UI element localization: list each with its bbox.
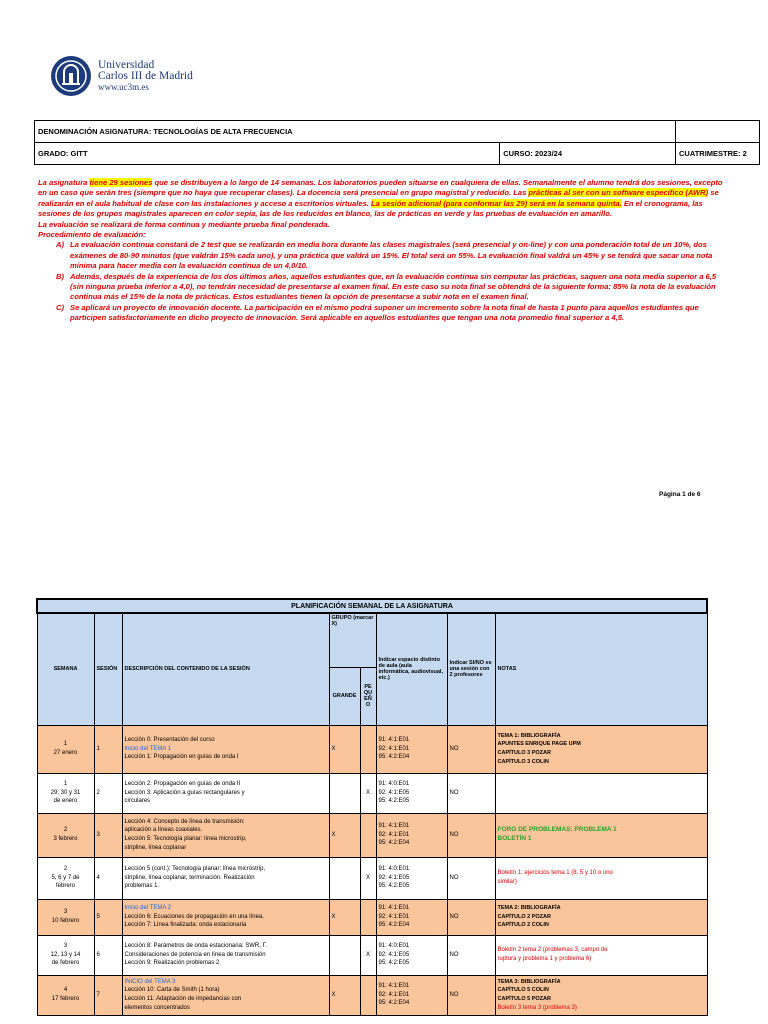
- logo-line-2: Carlos III de Madrid: [98, 69, 193, 82]
- cell-line: 4: [63, 987, 68, 994]
- cell-line: Consideraciones de potencia en línea de transmisión: [124, 951, 266, 958]
- notes-cell: [495, 813, 707, 857]
- academic-year: CURSO: 2023/24: [500, 143, 676, 165]
- cell-line: febrero: [55, 883, 75, 890]
- header-description: DESCRIPCIÓN DEL CONTENIDO DE LA SESIÓN: [122, 613, 329, 725]
- session-cell: 1: [94, 725, 122, 773]
- two-teachers-cell: NO: [447, 857, 495, 899]
- cell-line: CAPÍTULO 5 COLIN: [497, 987, 549, 994]
- cell-line: Lección 7: Línea finalizada: onda estacionaria: [124, 922, 247, 929]
- week-cell: [37, 773, 94, 813]
- cell-line: elementos concentrados: [124, 1004, 190, 1011]
- cell-line: 92: 4:1:E05: [378, 951, 410, 958]
- cell-line: CAPÍTULO 2 POZAR: [497, 913, 551, 920]
- header-two-teachers: Indicar SI/NO es una sesión con 2 profesores: [447, 613, 495, 725]
- large-group-cell: X: [329, 975, 360, 1015]
- cell-line: BOLETÍN 1: [497, 835, 532, 842]
- notes-cell: [495, 857, 707, 899]
- cell-line: Lección 9: Realización problemas 2: [124, 960, 220, 967]
- description-paragraph: [38, 178, 728, 220]
- evaluation-item: [56, 272, 728, 303]
- cell-line: 92: 4:1:E01: [378, 913, 410, 920]
- notes-cell: [495, 725, 707, 773]
- header-large-group: GRANDE: [329, 667, 360, 725]
- planning-title: PLANIFICACIÓN SEMANAL DE LA ASIGNATURA: [37, 599, 707, 613]
- evaluation-item: [56, 240, 728, 271]
- notes-cell: [495, 975, 707, 1015]
- table-row: [37, 813, 707, 857]
- space-cell: [376, 899, 447, 935]
- logo-line-1: Universidad: [98, 58, 155, 71]
- cell-line: 2: [63, 866, 68, 873]
- cell-line: 95: 4:2:E04: [378, 1000, 410, 1007]
- week-cell: [37, 935, 94, 975]
- two-teachers-cell: NO: [447, 975, 495, 1015]
- cell-line: FORO DE PROBLEMAS: PROBLEMA 1: [497, 826, 617, 834]
- space-cell: [376, 935, 447, 975]
- semester: CUATRIMESTRE: 2: [676, 143, 760, 165]
- highlighted-text: La sesión adicional (para conformar las 29) será en la semana quinta.: [371, 198, 622, 208]
- notes-cell: [495, 935, 707, 975]
- cell-line: 3 febrero: [53, 836, 78, 842]
- cell-line: 95: 4:2:E04: [378, 840, 410, 847]
- cell-line: de enero: [53, 798, 78, 805]
- cell-line: problemas 1.: [124, 883, 160, 890]
- cell-line: Lección 8: Parámetros de onda estacionaria: SWR, Γ.: [124, 943, 267, 950]
- list-item-text: Además, después de la experiencia de los dos últimos años, aquellos estudiantes que, en la evaluación continua sin computar las prácticas, saquen una nota media superior a 6,5 (sin ninguna prueba inferior a 4,0), no tendrán necesidad de presentarse al examen final. En este caso su nota final se obtendrá de la siguiente forma: 85% la nota de la evaluación continua más el 15% de la nota de prácticas. Estos estudiantes tienen la opción de presentarse a subir nota en el examen final.: [70, 271, 717, 302]
- text-run: En el cronograma, las sesiones de los grupos magistrales aparecen en color sepia, las de los reducidos en blanco, las de prácticas en verde y las pruebas de evaluación en amarillo.: [38, 198, 703, 219]
- cell-line: circulares: [124, 798, 151, 805]
- header-week: SEMANA: [37, 613, 94, 725]
- cell-line: 91: 4:1:E01: [378, 737, 410, 744]
- cell-line: Lección 1: Propagación en guías de onda I: [124, 754, 239, 761]
- large-group-cell: [329, 935, 360, 975]
- cell-line: Boletín 3 tema 3 (problema 3): [497, 1004, 577, 1011]
- header-notes: NOTAS: [495, 613, 707, 725]
- cell-line: Inicio del TEMA 2: [124, 905, 172, 912]
- large-group-cell: X: [329, 899, 360, 935]
- cell-line: 95: 4:2:E05: [378, 960, 410, 967]
- week-cell: [37, 857, 94, 899]
- session-cell: 4: [94, 857, 122, 899]
- table-row: [37, 773, 707, 813]
- description-cell: [122, 975, 329, 1015]
- large-group-cell: [329, 773, 360, 813]
- header-group: GRUPO (marcar X): [329, 613, 376, 667]
- cell-line: 12, 13 y 14: [50, 951, 81, 958]
- cell-line: similar): [497, 879, 517, 885]
- list-item-text: Se aplicará un proyecto de innovación docente. La participación en el mismo podrá suponer un incremento sobre la nota final de hasta 1 punto para aquellos estudiantes que participen satisfactoriamente en dicho proyecto de innovación. Será aplicable en aquellos estudiantes que tengan una nota promedio final superior a 4,5.: [70, 302, 699, 323]
- session-cell: 7: [94, 975, 122, 1015]
- description-cell: [122, 773, 329, 813]
- cell-line: TEMA 3: BIBLIOGRAFÍA: [497, 978, 561, 985]
- space-cell: [376, 725, 447, 773]
- university-seal-icon: [50, 55, 92, 97]
- highlighted-text: tiene 29 sesiones: [89, 178, 153, 187]
- cell-line: CAPÍTULO 5 POZAR: [497, 996, 551, 1002]
- university-logo: [50, 55, 193, 97]
- university-name: [98, 60, 193, 93]
- cell-line: 91: 4:0:E01: [378, 781, 410, 788]
- notes-cell: [495, 899, 707, 935]
- list-marker: C): [56, 302, 65, 312]
- session-cell: 3: [94, 813, 122, 857]
- cell-line: Inicio del TEMA 1: [124, 745, 172, 752]
- cell-line: CAPÍTULO 3 POZAR: [497, 750, 551, 756]
- description-cell: [122, 899, 329, 935]
- cell-line: TEMA 1: BIBLIOGRAFÍA: [497, 732, 561, 739]
- space-cell: [376, 773, 447, 813]
- two-teachers-cell: NO: [447, 813, 495, 857]
- week-cell: [37, 975, 94, 1015]
- space-cell: [376, 857, 447, 899]
- table-row: [37, 857, 707, 899]
- degree: GRADO: GITT: [35, 143, 500, 165]
- cell-line: 2: [63, 827, 68, 834]
- evaluation-procedure-heading: Procedimiento de evaluación:: [38, 230, 146, 240]
- cell-line: 91: 4:0:E01: [378, 866, 410, 873]
- course-name: DENOMINACIÓN ASIGNATURA: TECNOLOGÍAS DE ALTA FRECUENCIA: [35, 121, 676, 143]
- header-session: SESIÓN: [94, 613, 122, 725]
- cell-line: stripline, línea coplanar, terminación. Realización: [124, 874, 255, 881]
- cell-line: 95: 4:2:E05: [378, 883, 410, 890]
- notes-cell: [495, 773, 707, 813]
- description-cell: [122, 813, 329, 857]
- course-header-empty: [676, 121, 760, 143]
- cell-line: 1: [63, 741, 68, 748]
- logo-url: www.uc3m.es: [98, 81, 149, 92]
- small-group-cell: [360, 899, 376, 935]
- cell-line: 1: [63, 781, 68, 788]
- cell-line: 5, 6 y 7 de: [51, 874, 80, 881]
- small-group-cell: X: [360, 857, 376, 899]
- weekly-planning-table: [36, 598, 708, 1016]
- highlighted-text: prácticas al ser con un software específico (AWR): [528, 188, 709, 198]
- cell-line: 91: 4:1:E01: [378, 905, 410, 912]
- two-teachers-cell: NO: [447, 935, 495, 975]
- cell-line: 3: [63, 909, 68, 916]
- table-row: [37, 975, 707, 1015]
- description-cell: [122, 935, 329, 975]
- cell-line: Boletín 2 tema 2 (problemas 3, campo de: [497, 947, 608, 954]
- space-cell: [376, 813, 447, 857]
- cell-line: 92: 4:1:E01: [378, 991, 410, 998]
- week-cell: [37, 813, 94, 857]
- list-marker: A): [56, 240, 65, 250]
- cell-line: Lección 4: Concepto de línea de transmisión:: [124, 818, 245, 825]
- cell-line: 17 febrero: [51, 996, 80, 1002]
- cell-line: 27 enero: [53, 750, 78, 756]
- cell-line: 92: 4:1:E05: [378, 874, 410, 881]
- cell-line: 92: 4:1:E01: [378, 831, 410, 838]
- two-teachers-cell: NO: [447, 899, 495, 935]
- cell-line: 10 febrero: [51, 918, 80, 924]
- cell-line: APUNTES ENRIQUE PAGE UPM: [497, 741, 581, 748]
- cell-line: INICIO del TEMA 3: [124, 978, 176, 985]
- planning-rows: [37, 725, 707, 1015]
- cell-line: 29, 30 y 31: [50, 789, 81, 796]
- cell-line: Lección 5: Tecnología planar: línea microstrip,: [124, 836, 247, 842]
- page-number: Página 1 de 6: [659, 491, 701, 498]
- header-space: Indicar espacio distinto de aula (aula informática, audiovisual, etc.): [376, 613, 447, 725]
- cell-line: ruptura y problema 1 y problema 6): [497, 956, 592, 962]
- evaluation-paragraph: La evaluación se realizará de forma continua y mediante prueba final ponderada.: [38, 219, 330, 229]
- text-run: que se distribuyen a lo largo de 14 semanas. Los laboratorios pueden situarse en cualquiera de ellas. Semanalmente el alumno tendrá dos sesiones, excepto en un caso que serán tres (siempre que no haya que recuperar clases). La docencia será presencial en grupo magistral y reducido. Las: [38, 178, 723, 198]
- cell-line: 91: 4:1:E01: [378, 983, 410, 990]
- description-cell: [122, 857, 329, 899]
- cell-line: 92: 4:1:E05: [378, 789, 410, 796]
- course-description: [38, 178, 728, 324]
- two-teachers-cell: NO: [447, 773, 495, 813]
- cell-line: Lección 3: Aplicación a guías rectangulares y: [124, 789, 245, 796]
- week-cell: [37, 725, 94, 773]
- small-group-cell: X: [360, 773, 376, 813]
- cell-line: Lección 10: Carta de Smith (1 hora): [124, 987, 220, 994]
- cell-line: Boletín 1: ejercicios tema 1 (8, 5 y 10 o uno: [497, 870, 613, 877]
- small-group-cell: [360, 725, 376, 773]
- cell-line: Lección 6: Ecuaciones de propagación en una línea.: [124, 913, 264, 920]
- cell-line: CAPÍTULO 3 COLIN: [497, 758, 549, 765]
- cell-line: Lección 11: Adaptación de impedancias con: [124, 996, 242, 1002]
- cell-line: TEMA 2: BIBLIOGRAFÍA: [497, 905, 561, 912]
- cell-line: de febrero: [51, 960, 80, 967]
- cell-line: 95: 4:2:E04: [378, 754, 410, 761]
- large-group-cell: [329, 857, 360, 899]
- cell-line: Lección 5 (cont.): Tecnología planar: línea microstrip,: [124, 866, 266, 873]
- cell-line: stripline, línea coplanar: [124, 844, 187, 851]
- text-run: La asignatura: [38, 178, 90, 187]
- large-group-cell: X: [329, 725, 360, 773]
- cell-line: Lección 2: Propagación en guías de onda II: [124, 781, 241, 788]
- small-group-cell: X: [360, 935, 376, 975]
- evaluation-item: [56, 303, 728, 324]
- two-teachers-cell: NO: [447, 725, 495, 773]
- small-group-cell: [360, 813, 376, 857]
- space-cell: [376, 975, 447, 1015]
- course-header-table: [34, 120, 760, 165]
- session-cell: 5: [94, 899, 122, 935]
- evaluation-list: [56, 240, 728, 323]
- week-cell: [37, 899, 94, 935]
- small-group-cell: [360, 975, 376, 1015]
- header-small-group: PE QU EÑ O: [360, 667, 376, 725]
- table-row: [37, 725, 707, 773]
- cell-line: CAPÍTULO 2 COLIN: [497, 922, 549, 929]
- session-cell: 2: [94, 773, 122, 813]
- cell-line: aplicación a líneas coaxiales.: [124, 827, 203, 834]
- session-cell: 6: [94, 935, 122, 975]
- cell-line: Lección 0: Presentación del curso: [124, 737, 215, 744]
- cell-line: 95: 4:2:E05: [378, 798, 410, 805]
- cell-line: 3: [63, 943, 68, 950]
- cell-line: 91: 4:0:E01: [378, 943, 410, 950]
- text-run: se realizarán en el aula habitual de clase con las instalaciones y acceso a escritorios virtuales.: [38, 188, 719, 208]
- table-row: [37, 935, 707, 975]
- cell-line: 91: 4:1:E01: [378, 823, 410, 830]
- cell-line: 92: 4:1:E01: [378, 745, 410, 752]
- description-cell: [122, 725, 329, 773]
- list-marker: B): [56, 271, 65, 281]
- table-row: [37, 899, 707, 935]
- large-group-cell: X: [329, 813, 360, 857]
- list-item-text: La evaluación continua constará de 2 test que se realizarán en media hora durante las clases magistrales (será presencial y on-line) y con una ponderación total de un 10%, dos exámenes de 80-90 minutos (que valdrán 15% cada uno), y una práctica que valdrá un 15%. El total será un 55%. La evaluación final valdrá un 45% y se tendrá que sacar una nota mínima para hacer media con la evaluación continua de un 4,0/10.: [70, 240, 713, 271]
- cell-line: 95: 4:2:E04: [378, 922, 410, 929]
